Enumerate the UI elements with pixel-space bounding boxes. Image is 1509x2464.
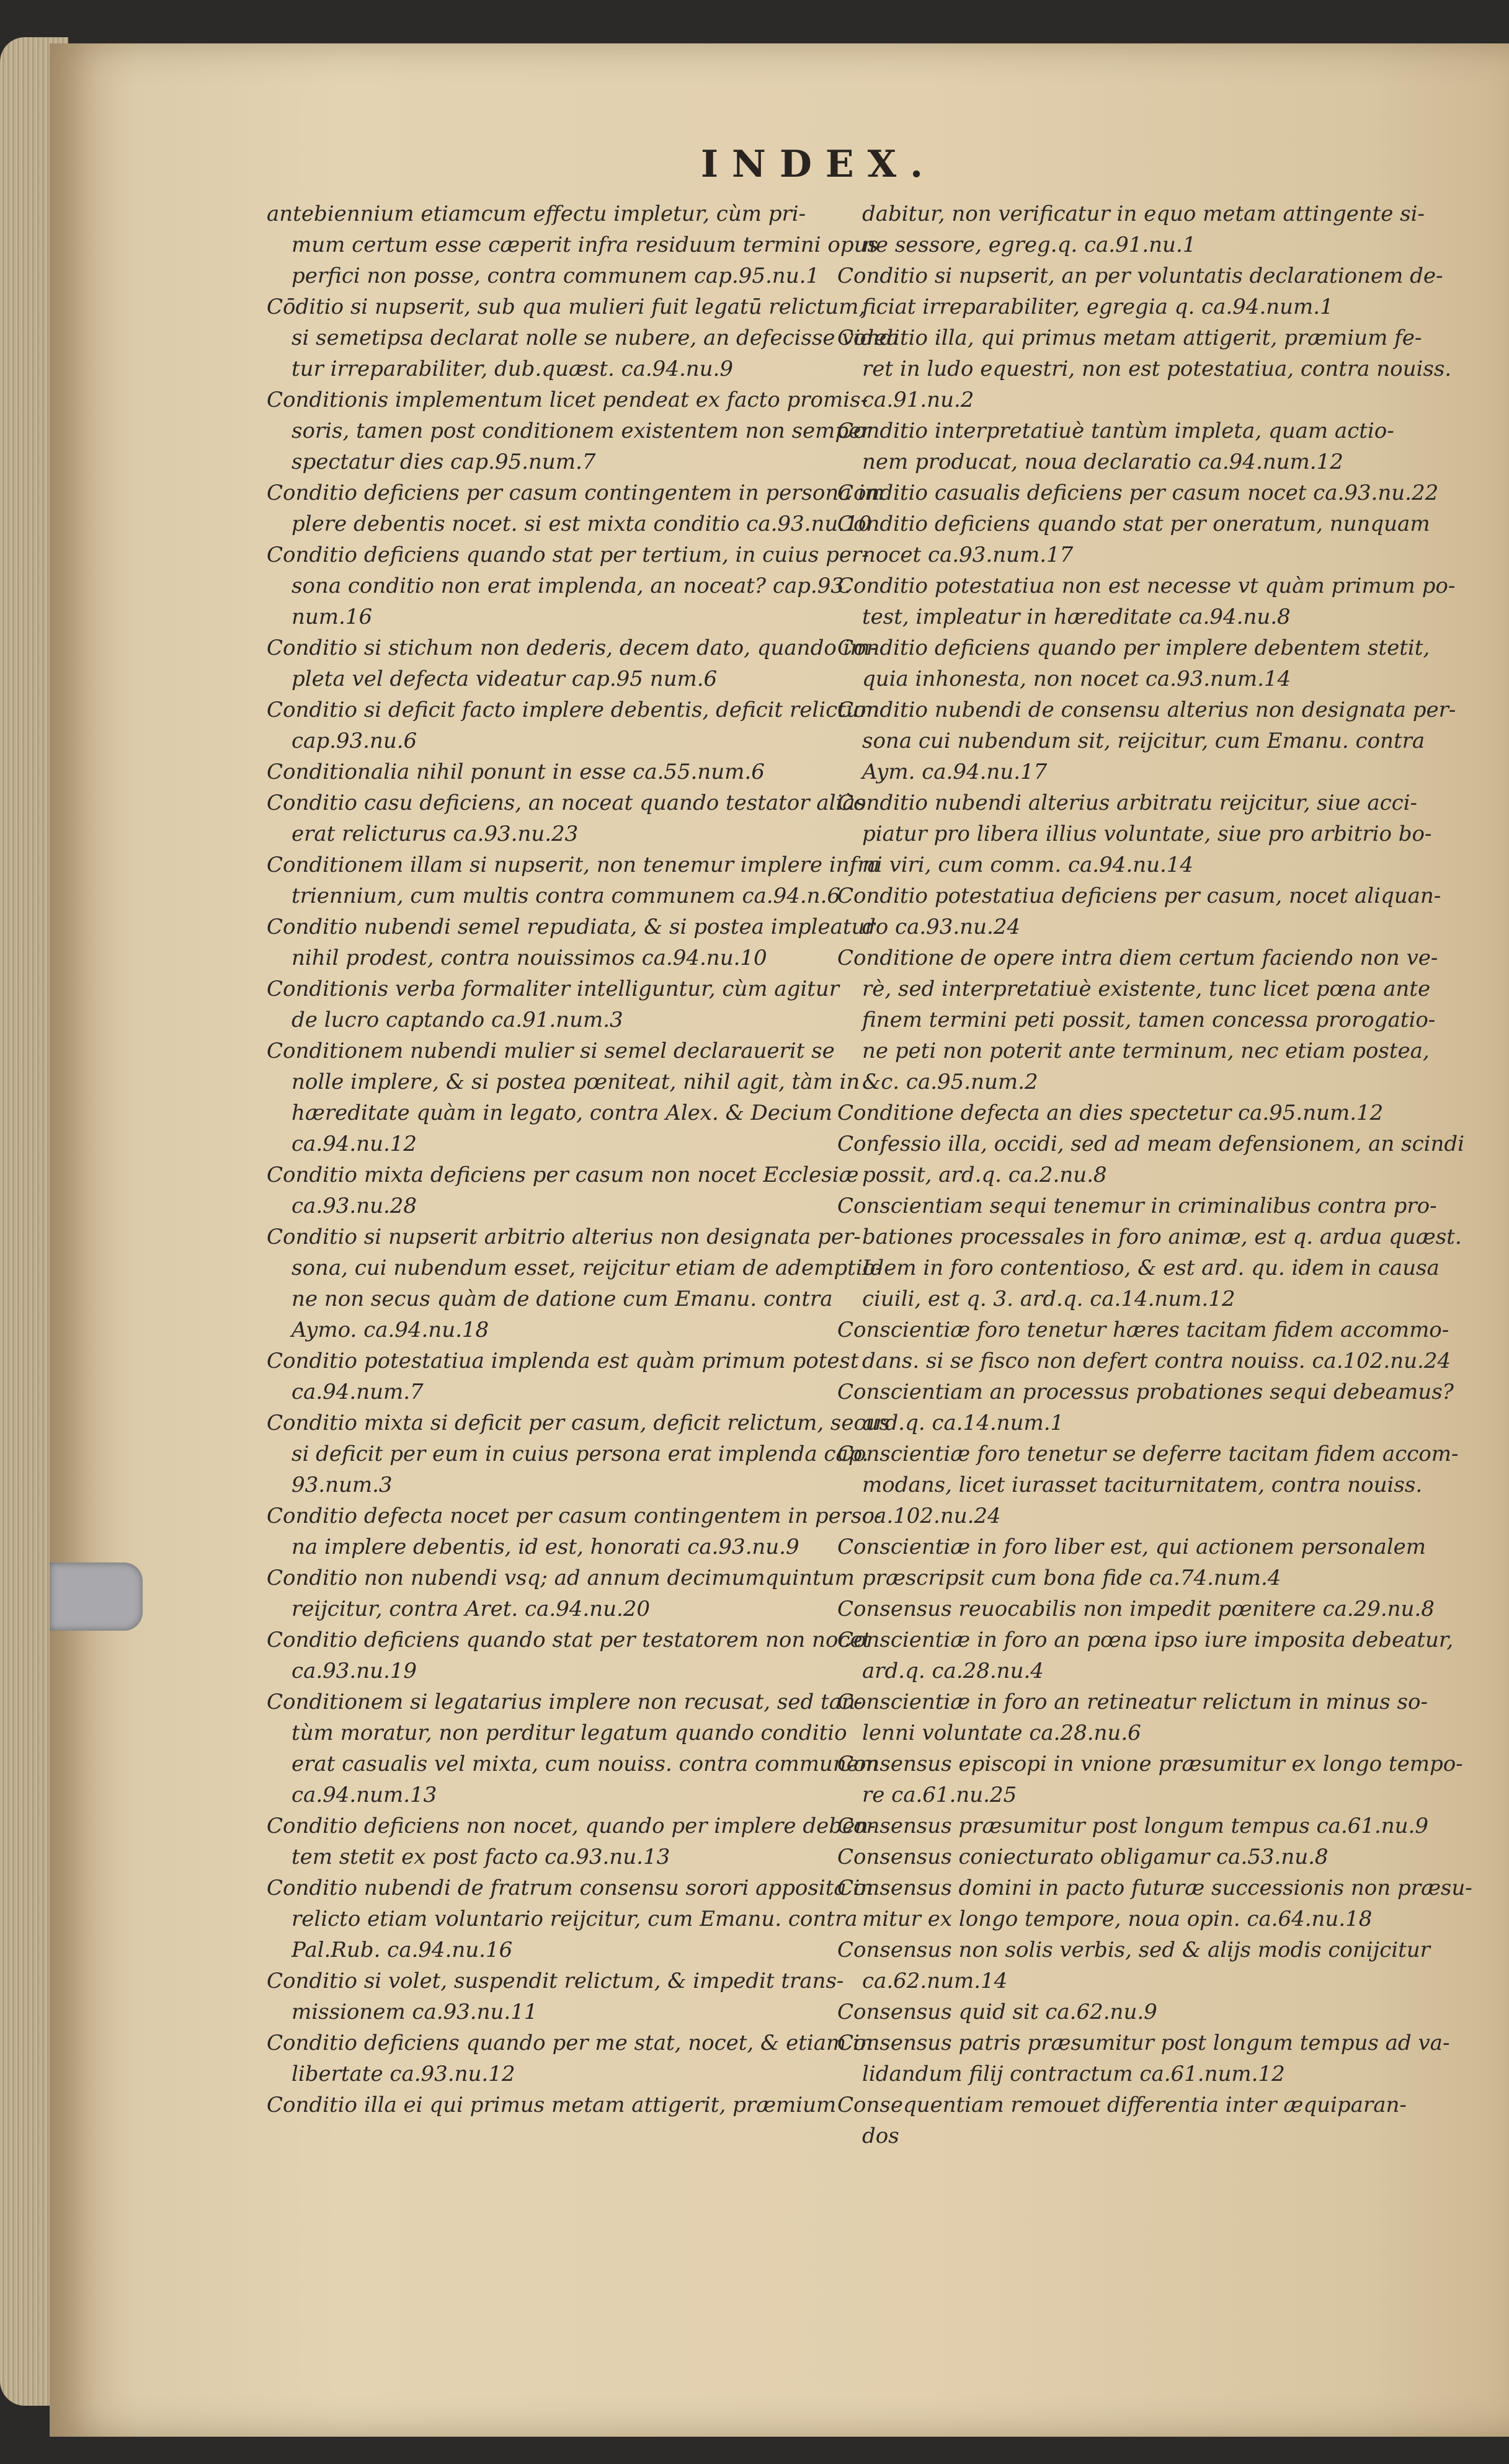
index-entry-line: lenni voluntate ca.28.nu.6 — [862, 1721, 1141, 1745]
index-entry-line: nihil prodest, contra nouissimos ca.94.nu.10 — [292, 946, 767, 970]
index-entry-line: ret in ludo equestri, non est potestatiua, contra nouiss. — [862, 357, 1452, 381]
index-entry-line: Conditio mixta si deficit per casum, deficit relictum, secus — [267, 1411, 890, 1435]
index-entry-line: ca.62.num.14 — [862, 1969, 1008, 1993]
index-entry-line: dos — [862, 2124, 899, 2148]
index-entry-line: piatur pro libera illius voluntate, siue pro arbitrio bo- — [862, 822, 1432, 846]
index-entry-line: soris, tamen post conditionem existentem non semper — [292, 419, 871, 443]
page-header: INDEX. — [700, 143, 937, 186]
index-entry-line: Conditio si volet, suspendit relictum, & impedit trans- — [267, 1969, 844, 1993]
index-entry-line: Conditio si stichum non dederis, decem dato, quando im- — [267, 636, 878, 660]
index-entry-line: Conditio nubendi de consensu alterius non designata per- — [837, 698, 1456, 722]
index-entry-line: dabitur, non verificatur in equo metam attingente si- — [862, 202, 1425, 226]
index-entry-line: cap.93.nu.6 — [292, 729, 417, 753]
index-entry-line: Conditio non nubendi vsq; ad annum decimumquintum — [267, 1566, 855, 1590]
index-entry-line: Conditio mixta deficiens per casum non nocet Ecclesiæ — [267, 1163, 859, 1187]
index-entry-line: præscripsit cum bona fide ca.74.num.4 — [862, 1566, 1281, 1590]
index-entry-line: Conditio nubendi de fratrum consensu sorori apposita in — [267, 1876, 874, 1900]
index-entry-line: ciuili, est q. 3. ard.q. ca.14.num.12 — [862, 1287, 1235, 1311]
index-entry-line: plere debentis nocet. si est mixta conditio ca.93.nu.10 — [292, 512, 872, 536]
index-entry-line: Conditio deficiens quando stat per oneratum, nunquam — [837, 512, 1430, 536]
index-entry-line: relicto etiam voluntario reijcitur, cum Emanu. contra — [292, 1907, 858, 1931]
index-entry-line: hæreditate quàm in legato, contra Alex. & Decium — [292, 1101, 832, 1125]
index-entry-line: Conditionalia nihil ponunt in esse ca.55.num.6 — [267, 760, 765, 784]
index-entry-line: Conditio potestatiua deficiens per casum, nocet aliquan- — [837, 884, 1441, 908]
index-entry-line: Conditio illa ei qui primus metam attigerit, præmium — [267, 2093, 837, 2117]
index-entry-line: possit, ard.q. ca.2.nu.8 — [862, 1163, 1107, 1187]
index-entry-line: Conditio si nupserit arbitrio alterius non designata per- — [267, 1225, 861, 1249]
index-entry-line: re ca.61.nu.25 — [862, 1783, 1017, 1807]
index-entry-line: Conditio deficiens quando stat per tertium, in cuius per- — [267, 543, 869, 567]
index-entry-line: Aymo. ca.94.nu.18 — [292, 1318, 489, 1342]
index-entry-line: erat casualis vel mixta, cum nouiss. contra communem — [292, 1752, 879, 1776]
index-entry-line: Conditione defecta an dies spectetur ca.95.num.12 — [837, 1101, 1384, 1125]
index-entry-line: Conditionem illam si nupserit, non tenemur implere infra — [267, 853, 880, 877]
index-entry-line: Conditio illa, qui primus metam attigerit, præmium fe- — [837, 326, 1422, 350]
index-entry-line: Consensus patris præsumitur post longum tempus ad va- — [837, 2031, 1450, 2055]
index-entry-line: Conscientiam an processus probationes sequi debeamus? — [837, 1380, 1454, 1404]
index-column-left — [267, 198, 899, 2121]
index-entry-line: ca.102.nu.24 — [862, 1504, 1001, 1528]
index-entry-line: Conditio nubendi alterius arbitratu reijcitur, siue acci- — [837, 791, 1418, 815]
index-entry-line: libertate ca.93.nu.12 — [292, 2062, 515, 2086]
index-entry-line: Conditionis verba formaliter intelliguntur, cùm agitur — [267, 977, 840, 1001]
index-entry-line: erat relicturus ca.93.nu.23 — [292, 822, 579, 846]
index-entry-line: de lucro captando ca.91.num.3 — [292, 1008, 623, 1032]
index-entry-line: ni viri, cum comm. ca.94.nu.14 — [862, 853, 1194, 877]
index-entry-line: Conditio deficiens quando per me stat, nocet, & etiam in — [267, 2031, 873, 2055]
index-entry-line: num.16 — [292, 605, 373, 629]
index-entry-line: Conditio si nupserit, an per voluntatis declarationem de- — [837, 264, 1443, 288]
index-entry-line: modans, licet iurasset taciturnitatem, contra nouiss. — [862, 1473, 1423, 1497]
index-entry-line: dans. si se fisco non defert contra nouiss. ca.102.nu.24 — [862, 1349, 1451, 1373]
index-entry-line: Conditione de opere intra diem certum faciendo non ve- — [837, 946, 1438, 970]
index-entry-line: sona cui nubendum sit, reijcitur, cum Emanu. contra — [862, 729, 1425, 753]
index-entry-line: si deficit per eum in cuius persona erat implenda cap. — [292, 1442, 869, 1466]
index-entry-line: mum certum esse cæperit infra residuum termini opus — [292, 233, 878, 257]
index-entry-line: Consensus quid sit ca.62.nu.9 — [837, 2000, 1157, 2024]
index-entry-line: Consensus præsumitur post longum tempus ca.61.nu.9 — [837, 1814, 1428, 1838]
index-entry-line: Conditionem nubendi mulier si semel declarauerit se — [267, 1039, 835, 1063]
index-entry-line: reijcitur, contra Aret. ca.94.nu.20 — [292, 1597, 651, 1621]
index-entry-line: Conditio deficiens quando stat per testatorem non nocet — [267, 1628, 871, 1652]
index-entry-line: Conscientiæ in foro liber est, qui actionem personalem — [837, 1535, 1426, 1559]
index-entry-line: Consensus domini in pacto futuræ successionis non præsu- — [837, 1876, 1472, 1900]
index-entry-line: Conditio deficiens per casum contingentem in persona im — [267, 481, 885, 505]
index-entry-line: Conditio deficiens quando per implere debentem stetit, — [837, 636, 1430, 660]
index-entry-line: spectatur dies cap.95.num.7 — [292, 450, 596, 474]
index-entry-line: sona conditio non erat implenda, an noceat? cap.93. — [292, 574, 851, 598]
index-entry-line: nolle implere, & si postea pœniteat, nihil agit, tàm in — [292, 1070, 860, 1094]
index-entry-line: rè, sed interpretatiuè existente, tunc licet pœna ante — [862, 977, 1431, 1001]
index-entry-line: ard.q. ca.28.nu.4 — [862, 1659, 1044, 1683]
index-entry-line: ca.91.nu.2 — [862, 388, 974, 412]
index-entry-line: do ca.93.nu.24 — [862, 915, 1021, 939]
index-entry-line: ficiat irreparabiliter, egregia q. ca.94.num.1 — [862, 295, 1333, 319]
index-entry-line: lidandum filij contractum ca.61.num.12 — [862, 2062, 1285, 2086]
index-entry-line: Conscientiæ foro tenetur se deferre tacitam fidem accom- — [837, 1442, 1459, 1466]
index-entry-line: test, impleatur in hæreditate ca.94.nu.8 — [862, 605, 1291, 629]
index-entry-line: Conscientiam sequi tenemur in criminalibus contra pro- — [837, 1194, 1437, 1218]
index-entry-line: Consensus reuocabilis non impedit pœnitere ca.29.nu.8 — [837, 1597, 1435, 1621]
index-entry-line: Conditio potestatiua non est necesse vt quàm primum po- — [837, 574, 1456, 598]
index-entry-line: bationes processales in foro animæ, est q. ardua quæst. — [862, 1225, 1462, 1249]
index-entry-line: Idem in foro contentioso, & est ard. qu. idem in causa — [862, 1256, 1440, 1280]
index-entry-line: triennium, cum multis contra communem ca.94.n.6 — [292, 884, 841, 908]
index-entry-line: missionem ca.93.nu.11 — [292, 2000, 538, 2024]
index-entry-line: Conditio casu deficiens, an noceat quando testator aliàs — [267, 791, 866, 815]
index-entry-line: perfici non posse, contra communem cap.95.nu.1 — [292, 264, 820, 288]
index-entry-line: sona, cui nubendum esset, reijcitur etiam de ademptio- — [292, 1256, 883, 1280]
index-entry-line: Consequentiam remouet differentia inter æquiparan- — [837, 2093, 1407, 2117]
index-entry-line: pleta vel defecta videatur cap.95 num.6 — [292, 667, 718, 691]
index-entry-line: Conditio nubendi semel repudiata, & si postea impleatur — [267, 915, 875, 939]
index-entry-line: Consensus episcopi in vnione præsumitur ex longo tempo- — [837, 1752, 1463, 1776]
index-entry-line: mitur ex longo tempore, noua opin. ca.64.nu.18 — [862, 1907, 1373, 1931]
index-entry-line: ca.94.num.7 — [292, 1380, 424, 1404]
index-entry-line: tem stetit ex post facto ca.93.nu.13 — [292, 1845, 670, 1869]
index-entry-line: Conditio deficiens non nocet, quando per implere deben- — [267, 1814, 876, 1838]
index-entry-line: tur irreparabiliter, dub.quæst. ca.94.nu.9 — [292, 357, 733, 381]
index-entry-line: Conditionis implementum licet pendeat ex facto promis- — [267, 388, 868, 412]
index-entry-line: Conditio defecta nocet per casum contingentem in perso- — [267, 1504, 882, 1528]
index-entry-line: Conscientiæ in foro an pœna ipso iure imposita debeatur, — [837, 1628, 1454, 1652]
index-entry-line: ca.93.nu.19 — [292, 1659, 417, 1683]
index-entry-line: Conditio si deficit facto implere debentis, deficit relictum — [267, 698, 879, 722]
index-entry-line: finem termini peti possit, tamen concessa prorogatio- — [862, 1008, 1436, 1032]
index-entry-line: 93.num.3 — [292, 1473, 393, 1497]
index-entry-line: Conditio potestatiua implenda est quàm primum potest — [267, 1349, 859, 1373]
index-entry-line: Consensus non solis verbis, sed & alijs modis conijcitur — [837, 1938, 1430, 1962]
index-entry-line: ne sessore, egreg.q. ca.91.nu.1 — [862, 233, 1196, 257]
index-entry-line: Conditionem si legatarius implere non recusat, sed tan- — [267, 1690, 863, 1714]
index-entry-line: Cōditio si nupserit, sub qua mulieri fuit legatū relictum, — [267, 295, 866, 319]
index-entry-line: Pal.Rub. ca.94.nu.16 — [292, 1938, 513, 1962]
index-entry-line: Consensus coniecturato obligamur ca.53.nu.8 — [837, 1845, 1329, 1869]
index-entry-line: si semetipsa declarat nolle se nubere, an defecisse videa — [292, 326, 899, 350]
index-entry-line: Confessio illa, occidi, sed ad meam defensionem, an scindi — [837, 1132, 1465, 1156]
index-entry-line: tùm moratur, non perditur legatum quando conditio — [292, 1721, 847, 1745]
index-entry-line: ne peti non poterit ante terminum, nec etiam postea, — [862, 1039, 1430, 1063]
index-entry-line: na implere debentis, id est, honorati ca.93.nu.9 — [292, 1535, 799, 1559]
index-entry-line: ca.94.nu.12 — [292, 1132, 417, 1156]
index-entry-line: Conditio interpretatiuè tantùm impleta, quam actio- — [837, 419, 1394, 443]
index-entry-line: ne non secus quàm de datione cum Emanu. contra — [292, 1287, 833, 1311]
index-column-right — [837, 198, 1472, 2152]
index-entry-line: ca.94.num.13 — [292, 1783, 437, 1807]
index-entry-line: Conditio casualis deficiens per casum nocet ca.93.nu.22 — [837, 481, 1439, 505]
page-clip — [50, 1562, 143, 1631]
index-entry-line: &c. ca.95.num.2 — [862, 1070, 1038, 1094]
index-entry-line: Aym. ca.94.nu.17 — [862, 760, 1048, 784]
index-entry-line: ard.q. ca.14.num.1 — [862, 1411, 1064, 1435]
index-entry-line: Conscientiæ in foro an retineatur relictum in minus so- — [837, 1690, 1428, 1714]
index-entry-line: antebiennium etiamcum effectu impletur, cùm pri- — [267, 202, 806, 226]
index-entry-line: nem producat, noua declaratio ca.94.num.12 — [862, 450, 1343, 474]
index-entry-line: Conscientiæ foro tenetur hæres tacitam fidem accommo- — [837, 1318, 1449, 1342]
index-entry-line: quia inhonesta, non nocet ca.93.num.14 — [862, 667, 1291, 691]
index-entry-line: nocet ca.93.num.17 — [862, 543, 1074, 567]
index-entry-line: ca.93.nu.28 — [292, 1194, 417, 1218]
